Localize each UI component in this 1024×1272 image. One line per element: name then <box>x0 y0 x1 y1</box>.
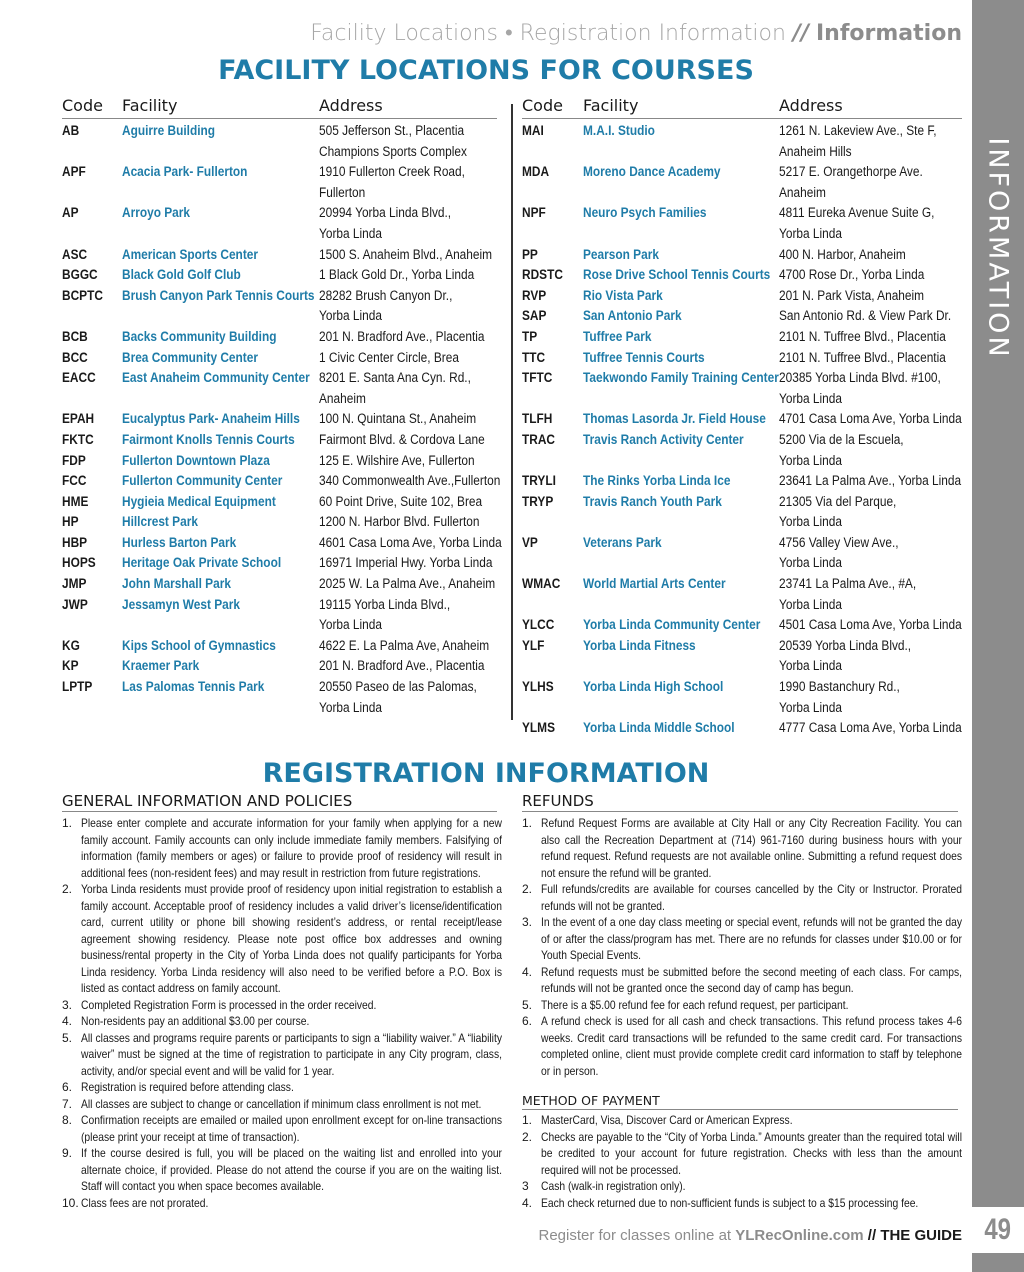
table-row <box>522 409 962 430</box>
facility-address-line: Yorba Linda <box>779 390 842 406</box>
facility-address-line: 19115 Yorba Linda Blvd., <box>319 596 451 612</box>
facility-name: Moreno Dance Academy <box>583 164 721 180</box>
facility-name: Thomas Lasorda Jr. Field House <box>583 411 766 427</box>
table-row <box>522 368 962 409</box>
facility-name: Tuffree Park <box>583 328 652 344</box>
general-info-heading: GENERAL INFORMATION AND POLICIES <box>62 792 497 812</box>
list-text: Full refunds/credits are available for courses cancelled by the City or Instructor. Prorated refunds will not be granted. <box>541 882 962 913</box>
facility-name: Eucalyptus Park- Anaheim Hills <box>122 411 300 427</box>
table-header: Code Facility Address <box>522 96 843 115</box>
list-text: In the event of a one day class meeting or special event, refunds will not be granted the day of or after the class/program has met. There are no refunds for classes under $10.00 or for Youth Special Events. <box>541 915 962 962</box>
list-item <box>522 964 962 997</box>
table-row <box>522 636 962 677</box>
table-row <box>62 492 497 513</box>
facility-address-line: 8201 E. Santa Ana Cyn. Rd., <box>319 370 471 386</box>
facility-address-line: 5217 E. Orangethorpe Ave. <box>779 164 923 180</box>
table-row <box>62 245 497 266</box>
list-item <box>522 815 962 881</box>
facility-address-line: 5200 Via de la Escuela, <box>779 431 904 447</box>
facility-name: Veterans Park <box>583 534 662 550</box>
facility-name: Jessamyn West Park <box>122 596 241 612</box>
facility-address-line: Yorba Linda <box>319 308 382 324</box>
facility-name: Fullerton Community Center <box>122 473 283 489</box>
payment-list <box>522 1112 962 1211</box>
list-text: Checks are payable to the “City of Yorba Linda.” Amounts greater than the required total will be credited to your account for future registration. Checks with less than the amount required will not be processed. <box>541 1129 962 1177</box>
facility-address-line: 20385 Yorba Linda Blvd. #100, <box>779 370 941 386</box>
facility-code: TRYLI <box>522 473 556 489</box>
facility-code: EPAH <box>62 411 95 427</box>
facility-name: The Rinks Yorba Linda Ice <box>583 473 731 489</box>
facility-name: Taekwondo Family Training Center <box>583 370 779 386</box>
list-text: If the course desired is full, you will be placed on the waiting list and enrolled into your alternate choice, if provided. Please do not attend the course if you are on the waiting list. Staff will contact you when space becomes available. <box>81 1146 502 1193</box>
table-row <box>62 553 497 574</box>
facility-name: Brea Community Center <box>122 349 259 365</box>
general-info-list <box>62 815 502 1211</box>
table-row <box>522 615 962 636</box>
facility-address-line: 60 Point Drive, Suite 102, Brea <box>319 493 483 509</box>
payment-heading: METHOD OF PAYMENT <box>522 1093 958 1110</box>
table-row <box>522 718 962 739</box>
list-item <box>62 815 502 881</box>
facility-code: YLCC <box>522 617 555 633</box>
facility-name: Aguirre Building <box>122 123 216 138</box>
list-item <box>522 1129 962 1179</box>
list-number: 2. <box>522 1129 533 1144</box>
table-row <box>62 677 497 718</box>
list-text: All classes and programs require parents or participants to sign a “liability waiver.” A “liability waiver” must be signed at the time of registration to participate in any City program, class, activity, and/or special event and will be valid for 1 year. <box>81 1030 502 1078</box>
facility-code: WMAC <box>522 576 561 592</box>
facility-address-line: 20994 Yorba Linda Blvd., <box>319 205 452 221</box>
column-divider <box>511 104 513 720</box>
facility-address-line: 1500 S. Anaheim Blvd., Anaheim <box>319 246 493 262</box>
facility-address-line: San Antonio Rd. & View Park Dr. <box>779 308 952 324</box>
list-text: Registration is required before attending class. <box>81 1080 294 1094</box>
facility-code: MAI <box>522 123 544 138</box>
facility-name: Pearson Park <box>583 246 659 262</box>
facility-name: Travis Ranch Activity Center <box>583 431 744 447</box>
list-number: 3. <box>522 915 533 929</box>
table-row <box>522 677 962 718</box>
facility-address-line: 201 N. Bradford Ave., Placentia <box>319 658 485 674</box>
facility-name: Yorba Linda Middle School <box>583 720 735 736</box>
facility-name: Arroyo Park <box>122 205 191 221</box>
facility-address-line: 340 Commonwealth Ave.,Fullerton <box>319 473 501 489</box>
facility-address-line: 400 N. Harbor, Anaheim <box>779 246 906 262</box>
facility-name: Black Gold Golf Club <box>122 267 241 283</box>
facility-name: M.A.I. Studio <box>583 123 655 138</box>
list-text: Completed Registration Form is processed in the order received. <box>81 997 377 1012</box>
list-number: 10. <box>62 1195 79 1210</box>
facility-code: RVP <box>522 287 547 303</box>
facility-address-line: 23741 La Palma Ave., #A, <box>779 576 917 592</box>
list-number: 5. <box>522 997 533 1012</box>
table-row <box>62 471 501 492</box>
list-item <box>522 1195 962 1212</box>
table-row <box>522 203 962 244</box>
facility-code: HP <box>62 514 79 530</box>
facility-code: LPTP <box>62 679 93 695</box>
list-item <box>522 914 962 964</box>
list-number: 1. <box>62 816 73 830</box>
facility-code: ASC <box>62 246 88 262</box>
table-row <box>522 306 962 327</box>
facility-name: Rio Vista Park <box>583 287 663 303</box>
list-number: 1. <box>522 1113 533 1127</box>
table-row <box>522 162 962 203</box>
facility-code: BGGC <box>62 267 98 283</box>
table-row <box>62 451 497 472</box>
facility-name: Fairmont Knolls Tennis Courts <box>122 431 295 447</box>
list-number: 2. <box>62 882 73 896</box>
list-text: Cash (walk-in registration only). <box>541 1179 686 1193</box>
list-text: Refund Request Forms are available at City Hall or any City Recreation Facility. You can also call the Recreation Department at (714) 961-7160 during business hours with your refund request. Refund requests are not available online. Submitting a refund request does not ensure the refund will be granted. <box>541 816 962 880</box>
list-item <box>522 997 962 1014</box>
facility-code: JWP <box>62 596 88 612</box>
facility-address-line: 20550 Paseo de las Palomas, <box>319 679 477 695</box>
facility-address-line: Fairmont Blvd. & Cordova Lane <box>319 431 485 447</box>
facility-code: APF <box>62 164 86 180</box>
facility-address-line: Yorba Linda <box>779 452 842 468</box>
list-item <box>522 1013 962 1079</box>
list-number: 5. <box>62 1030 73 1045</box>
facility-code: TTC <box>522 349 546 365</box>
facility-code: HOPS <box>62 555 96 571</box>
list-number: 3. <box>62 997 73 1012</box>
facility-name: Yorba Linda High School <box>583 679 724 695</box>
facility-code: HBP <box>62 534 88 550</box>
table-row <box>62 265 497 286</box>
facility-locations-title: FACILITY LOCATIONS FOR COURSES <box>218 55 754 86</box>
facility-name: Kips School of Gymnastics <box>122 637 276 653</box>
facility-code: JMP <box>62 576 87 592</box>
facility-name: Brush Canyon Park Tennis Courts <box>122 287 315 303</box>
facility-address-line: 201 N. Park Vista, Anaheim <box>779 287 925 303</box>
facility-table-left <box>62 96 502 718</box>
table-row <box>522 492 962 533</box>
list-item <box>62 1096 502 1113</box>
list-number: 6. <box>522 1014 533 1028</box>
table-row <box>62 595 497 636</box>
table-row <box>522 574 962 615</box>
facility-address-line: Champions Sports Complex <box>319 143 467 159</box>
facility-name: Las Palomas Tennis Park <box>122 679 265 695</box>
facility-code: FDP <box>62 452 86 468</box>
facility-code: FKTC <box>62 431 94 447</box>
list-item <box>62 1030 502 1080</box>
list-number: 4. <box>62 1014 73 1028</box>
facility-code: KP <box>62 658 79 674</box>
facility-code: TFTC <box>522 370 553 386</box>
list-number: 4. <box>522 964 533 979</box>
list-number: 3 <box>522 1179 529 1193</box>
facility-address-line: 125 E. Wilshire Ave, Fullerton <box>319 452 475 468</box>
table-row <box>62 348 497 369</box>
facility-name: American Sports Center <box>122 246 259 262</box>
facility-address-line: 2101 N. Tuffree Blvd., Placentia <box>779 349 946 365</box>
facility-code: KG <box>62 637 80 653</box>
table-row <box>522 471 962 492</box>
facility-name: Travis Ranch Youth Park <box>583 493 722 509</box>
facility-code: BCC <box>62 349 88 365</box>
facility-name: Yorba Linda Fitness <box>583 637 696 653</box>
facility-address-line: 4601 Casa Loma Ave, Yorba Linda <box>319 534 502 550</box>
facility-code: HME <box>62 493 89 509</box>
running-header: Facility Locations • Registration Information // Information <box>310 21 962 46</box>
table-row <box>62 409 497 430</box>
list-item <box>62 1079 502 1096</box>
facility-name: World Martial Arts Center <box>583 576 726 592</box>
facility-address-line: 4700 Rose Dr., Yorba Linda <box>779 267 925 283</box>
facility-address-line: 4811 Eureka Avenue Suite G, <box>779 205 935 221</box>
facility-code: BCB <box>62 328 88 344</box>
facility-address-line: Yorba Linda <box>319 699 382 715</box>
list-item <box>522 1112 962 1129</box>
facility-code: RDSTC <box>522 267 563 283</box>
facility-address-line: Yorba Linda <box>779 699 842 715</box>
facility-code: YLF <box>522 637 545 653</box>
facility-address-line: 1 Black Gold Dr., Yorba Linda <box>319 267 475 283</box>
facility-address-line: 4501 Casa Loma Ave, Yorba Linda <box>779 617 962 633</box>
facility-address-line: Fullerton <box>319 184 366 200</box>
list-number: 9. <box>62 1146 73 1160</box>
facility-name: Fullerton Downtown Plaza <box>122 452 270 468</box>
table-row <box>62 636 497 657</box>
refunds-list <box>522 815 962 1079</box>
list-text: Each check returned due to non-sufficient funds is subject to a $15 processing fee. <box>541 1195 919 1210</box>
list-item <box>522 1178 962 1195</box>
facility-code: MDA <box>522 164 550 180</box>
facility-address-line: 1261 N. Lakeview Ave., Ste F, <box>779 123 937 138</box>
facility-code: AP <box>62 205 79 221</box>
registration-information-title: REGISTRATION INFORMATION <box>262 758 710 789</box>
facility-address-line: Anaheim <box>779 184 826 200</box>
list-text: Non-residents pay an additional $3.00 per course. <box>81 1014 310 1028</box>
list-number: 2. <box>522 882 533 896</box>
list-text: A refund check is used for all cash and check transactions. This refund process takes 4-6 weeks. Credit card transactions will be refunded to the same credit card. For transactions completed online, client must provide complete credit card information to staff by telephone or in person. <box>541 1014 962 1078</box>
list-text: Refund requests must be submitted before the second meeting of each class. For camps, refunds will not be granted once the second day of camp has begun. <box>541 964 962 995</box>
facility-code: TP <box>522 328 538 344</box>
list-number: 1. <box>522 816 533 830</box>
facility-address-line: 16971 Imperial Hwy. Yorba Linda <box>319 555 493 571</box>
facility-name: Hillcrest Park <box>122 514 198 530</box>
facility-code: BCPTC <box>62 287 103 303</box>
facility-address-line: 1200 N. Harbor Blvd. Fullerton <box>319 514 480 530</box>
facility-address-line: 23641 La Palma Ave., Yorba Linda <box>779 473 962 489</box>
facility-name: Backs Community Building <box>122 328 277 344</box>
footer: Register for classes online at YLRecOnline.com // THE GUIDE <box>538 1227 962 1244</box>
facility-code: TRAC <box>522 431 555 447</box>
table-row <box>522 348 962 369</box>
table-row <box>62 656 497 677</box>
table-row <box>522 327 962 348</box>
facility-address-line: 2025 W. La Palma Ave., Anaheim <box>319 576 496 592</box>
facility-name: Kraemer Park <box>122 658 200 674</box>
facility-name: Hurless Barton Park <box>122 534 237 550</box>
table-row <box>522 430 962 471</box>
facility-code: AB <box>62 123 80 138</box>
facility-name: Tuffree Tennis Courts <box>583 349 705 365</box>
list-number: 8. <box>62 1113 73 1127</box>
table-row <box>62 512 497 533</box>
list-item <box>62 881 502 997</box>
list-item <box>62 1013 502 1030</box>
facility-name: San Antonio Park <box>583 308 682 324</box>
table-row <box>62 286 497 327</box>
facility-code: VP <box>522 534 538 550</box>
table-row <box>62 430 497 451</box>
facility-code: TRYP <box>522 493 554 509</box>
list-text: There is a $5.00 refund fee for each refund request, per participant. <box>541 997 849 1012</box>
table-row <box>522 265 962 286</box>
list-item <box>62 997 502 1014</box>
facility-name: Hygieia Medical Equipment <box>122 493 276 509</box>
facility-code: PP <box>522 246 538 262</box>
list-item <box>522 881 962 914</box>
facility-table-right <box>522 96 962 739</box>
facility-code: EACC <box>62 370 96 386</box>
website-link[interactable]: YLRecOnline.com <box>735 1227 864 1244</box>
facility-address-line: Yorba Linda <box>319 225 382 241</box>
facility-address-line: 28282 Brush Canyon Dr., <box>319 287 453 303</box>
facility-address-line: 1910 Fullerton Creek Road, <box>319 164 465 180</box>
table-row <box>62 203 497 244</box>
facility-code: NPF <box>522 205 546 221</box>
facility-address-line: 20539 Yorba Linda Blvd., <box>779 637 912 653</box>
page-number: 49 <box>972 1207 1024 1253</box>
facility-address-line: Anaheim Hills <box>779 143 852 159</box>
list-number: 4. <box>522 1195 533 1210</box>
facility-code: TLFH <box>522 411 553 427</box>
list-text: Class fees are not prorated. <box>81 1195 209 1210</box>
facility-address-line: 21305 Via del Parque, <box>779 493 897 509</box>
facility-name: East Anaheim Community Center <box>122 370 310 386</box>
facility-name: Neuro Psych Families <box>583 205 707 221</box>
table-row <box>62 533 502 554</box>
table-row <box>62 574 497 595</box>
facility-address-line: 4701 Casa Loma Ave, Yorba Linda <box>779 411 962 427</box>
facility-code: YLHS <box>522 679 554 695</box>
list-item <box>62 1195 502 1212</box>
facility-code: SAP <box>522 308 547 324</box>
list-item <box>62 1112 502 1145</box>
facility-address-line: 201 N. Bradford Ave., Placentia <box>319 328 485 344</box>
facility-address-line: Anaheim <box>319 390 366 406</box>
facility-address-line: Yorba Linda <box>779 514 842 530</box>
table-row <box>62 121 497 162</box>
table-row <box>62 327 497 348</box>
facility-address-line: 4777 Casa Loma Ave, Yorba Linda <box>779 720 962 736</box>
facility-address-line: Yorba Linda <box>319 617 382 633</box>
sidebar-label: INFORMATION <box>982 136 1014 360</box>
list-number: 6. <box>62 1080 73 1094</box>
list-number: 7. <box>62 1096 73 1111</box>
facility-address-line: 1990 Bastanchury Rd., <box>779 679 900 695</box>
facility-address-line: Yorba Linda <box>779 596 842 612</box>
table-row <box>522 533 962 574</box>
facility-address-line: 2101 N. Tuffree Blvd., Placentia <box>779 328 946 344</box>
table-row <box>522 245 962 266</box>
facility-name: Heritage Oak Private School <box>122 555 282 571</box>
list-text: All classes are subject to change or cancellation if minimum class enrollment is not met. <box>81 1096 482 1111</box>
table-row <box>62 162 497 203</box>
facility-address-line: 4622 E. La Palma Ave, Anaheim <box>319 637 490 653</box>
list-text: MasterCard, Visa, Discover Card or American Express. <box>541 1113 793 1127</box>
list-item <box>62 1145 502 1195</box>
facility-address-line: 100 N. Quintana St., Anaheim <box>319 411 477 427</box>
facility-code: FCC <box>62 473 87 489</box>
list-text: Please enter complete and accurate information for your family when applying for a new family account. Family accounts can only include immediate family members. Falsifying of information (family members or ages) or failure to provide proof of residency will result in additional fees (non-resident fees) and may result in restriction from future registrations. <box>81 816 502 880</box>
table-header: Code Facility Address <box>62 96 383 115</box>
facility-address-line: 505 Jefferson St., Placentia <box>319 123 465 138</box>
facility-name: John Marshall Park <box>122 576 231 592</box>
facility-name: Acacia Park- Fullerton <box>122 164 248 180</box>
table-row <box>522 286 962 307</box>
facility-address-line: 1 Civic Center Circle, Brea <box>319 349 459 365</box>
table-row <box>62 368 497 409</box>
facility-address-line: Yorba Linda <box>779 555 842 571</box>
facility-address-line: 4756 Valley View Ave., <box>779 534 899 550</box>
facility-address-line: Yorba Linda <box>779 225 842 241</box>
facility-name: Yorba Linda Community Center <box>583 617 761 633</box>
refunds-heading: REFUNDS <box>522 792 958 812</box>
table-row <box>522 121 962 162</box>
facility-code: YLMS <box>522 720 556 736</box>
facility-address-line: Yorba Linda <box>779 658 842 674</box>
list-text: Confirmation receipts are emailed or mailed upon enrollment except for on-line transactions (please print your receipt at time of transaction). <box>81 1113 502 1144</box>
facility-name: Rose Drive School Tennis Courts <box>583 267 771 283</box>
list-text: Yorba Linda residents must provide proof of residency upon initial registration to establish a family account. Acceptable proof of residency includes a valid driver’s license/identification card, current utility or phone bill showing resident’s address, or rental receipt/lease agreement showing residency. Please note post office box addresses and owning business/rental property in the City of Yorba Linda does not qualify participants for Yorba Linda residency. Yorba Linda residency will also need to be verified before a P.O. Box is listed as contact address on family account. <box>81 882 502 995</box>
